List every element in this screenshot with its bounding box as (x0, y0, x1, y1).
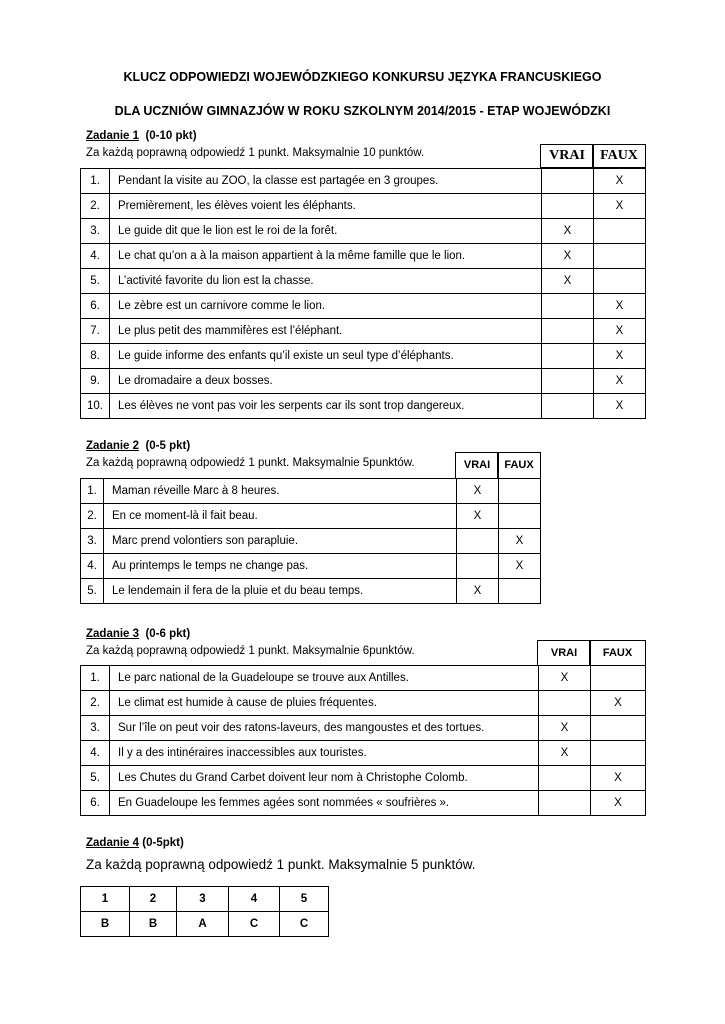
vrai-mark (542, 169, 594, 194)
task-2-faux-header: FAUX (497, 452, 541, 479)
faux-mark: X (594, 344, 646, 369)
row-number: 7. (81, 319, 110, 344)
row-number: 5. (81, 579, 104, 604)
faux-mark: X (594, 194, 646, 219)
faux-mark: X (594, 394, 646, 419)
vrai-mark: X (539, 716, 591, 741)
answer-cell: C (280, 912, 329, 937)
title-line-2: DLA UCZNIÓW GIMNAZJÓW W ROKU SZKOLNYM 2014/2015 - ETAP WOJEWÓDZKI (114, 104, 611, 118)
faux-mark: X (591, 691, 646, 716)
vrai-mark (542, 394, 594, 419)
task-1-faux-header: FAUX (592, 144, 646, 168)
statement-text: En Guadeloupe les femmes agées sont nommées « soufrières ». (110, 791, 539, 816)
table-row (81, 194, 646, 219)
question-number-cell: 3 (177, 887, 229, 912)
faux-mark: X (499, 554, 541, 579)
task-1-heading (86, 130, 197, 142)
statement-text: Pendant la visite au ZOO, la classe est partagée en 3 groupes. (110, 169, 542, 194)
task-3-faux-header: FAUX (589, 640, 646, 666)
vrai-mark: X (457, 479, 499, 504)
table-row (81, 887, 329, 912)
faux-mark (591, 666, 646, 691)
statement-text: En ce moment-là il fait beau. (104, 504, 457, 529)
row-number: 5. (81, 766, 110, 791)
statement-text: Au printemps le temps ne change pas. (104, 554, 457, 579)
faux-mark (499, 479, 541, 504)
table-row (81, 666, 646, 691)
task-3-label: Zadanie 3 (86, 628, 140, 640)
table-row (81, 394, 646, 419)
row-number: 3. (81, 219, 110, 244)
table-row (81, 766, 646, 791)
task-3-vrai-header: VRAI (537, 640, 591, 666)
task-2-table (80, 478, 541, 604)
title-line-1: KLUCZ ODPOWIEDZI WOJEWÓDZKIEGO KONKURSU JĘZYKA FRANCUSKIEGO (123, 70, 602, 84)
statement-text: Maman réveille Marc à 8 heures. (104, 479, 457, 504)
row-number: 4. (81, 244, 110, 269)
answer-cell: B (81, 912, 130, 937)
statement-text: Le chat qu’on a à la maison appartient à la même famille que le lion. (110, 244, 542, 269)
statement-text: Le climat est humide à cause de pluies fréquentes. (110, 691, 539, 716)
vrai-mark (542, 194, 594, 219)
faux-mark: X (594, 319, 646, 344)
task-2-description: Za każdą poprawną odpowiedź 1 punkt. Maksymalnie 5punktów. (86, 457, 415, 469)
statement-text: Marc prend volontiers son parapluie. (104, 529, 457, 554)
row-number: 1. (81, 666, 110, 691)
task-2-heading (86, 440, 190, 452)
task-3-points: (0-6 pkt) (145, 628, 191, 640)
table-row (81, 579, 541, 604)
statement-text: Les Chutes du Grand Carbet doivent leur nom à Christophe Colomb. (110, 766, 539, 791)
task-1-table (80, 168, 646, 419)
question-number-cell: 1 (81, 887, 130, 912)
statement-text: L’activité favorite du lion est la chasse. (110, 269, 542, 294)
task-1-vrai-header: VRAI (540, 144, 594, 168)
statement-text: Le guide dit que le lion est le roi de la forêt. (110, 219, 542, 244)
table-row (81, 169, 646, 194)
statement-text: Le zèbre est un carnivore comme le lion. (110, 294, 542, 319)
faux-mark (594, 244, 646, 269)
row-number: 2. (81, 691, 110, 716)
vrai-mark (542, 319, 594, 344)
vrai-mark (457, 529, 499, 554)
faux-mark: X (594, 169, 646, 194)
question-number-cell: 4 (229, 887, 280, 912)
row-number: 4. (81, 554, 104, 579)
faux-mark: X (594, 369, 646, 394)
table-row (81, 716, 646, 741)
vrai-mark: X (539, 666, 591, 691)
table-row (81, 504, 541, 529)
task-4-heading (86, 837, 184, 849)
row-number: 10. (81, 394, 110, 419)
vrai-mark: X (457, 504, 499, 529)
table-row (81, 344, 646, 369)
table-row (81, 529, 541, 554)
vrai-mark: X (457, 579, 499, 604)
task-2-points: (0-5 pkt) (145, 440, 191, 452)
table-row (81, 912, 329, 937)
row-number: 2. (81, 194, 110, 219)
answer-cell: B (130, 912, 177, 937)
statement-text: Le parc national de la Guadeloupe se trouve aux Antilles. (110, 666, 539, 691)
row-number: 1. (81, 479, 104, 504)
row-number: 6. (81, 294, 110, 319)
statement-text: Le guide informe des enfants qu’il existe un seul type d’éléphants. (110, 344, 542, 369)
vrai-mark (542, 369, 594, 394)
faux-mark (591, 741, 646, 766)
vrai-mark (539, 766, 591, 791)
vrai-mark (539, 791, 591, 816)
vrai-mark: X (542, 269, 594, 294)
task-4-description: Za każdą poprawną odpowiedź 1 punkt. Maksymalnie 5 punktów. (86, 857, 476, 872)
faux-mark: X (594, 294, 646, 319)
task-1-description: Za każdą poprawną odpowiedź 1 punkt. Maksymalnie 10 punktów. (86, 147, 425, 159)
vrai-mark (457, 554, 499, 579)
table-row (81, 294, 646, 319)
table-row (81, 244, 646, 269)
vrai-mark (542, 294, 594, 319)
task-2-label: Zadanie 2 (86, 440, 140, 452)
vrai-mark: X (539, 741, 591, 766)
faux-mark: X (499, 529, 541, 554)
task-3-heading (86, 628, 190, 640)
statement-text: Les élèves ne vont pas voir les serpents car ils sont trop dangereux. (110, 394, 542, 419)
row-number: 3. (81, 529, 104, 554)
table-row (81, 691, 646, 716)
vrai-mark (539, 691, 591, 716)
faux-mark (499, 504, 541, 529)
faux-mark (594, 219, 646, 244)
vrai-mark (542, 344, 594, 369)
task-3-description: Za każdą poprawną odpowiedź 1 punkt. Maksymalnie 6punktów. (86, 645, 415, 657)
row-number: 4. (81, 741, 110, 766)
row-number: 9. (81, 369, 110, 394)
question-number-cell: 2 (130, 887, 177, 912)
row-number: 1. (81, 169, 110, 194)
question-number-cell: 5 (280, 887, 329, 912)
table-row (81, 791, 646, 816)
table-row (81, 269, 646, 294)
faux-mark (591, 716, 646, 741)
row-number: 2. (81, 504, 104, 529)
task-4-table (80, 886, 329, 937)
statement-text: Sur l’île on peut voir des ratons-laveurs, des mangoustes et des tortues. (110, 716, 539, 741)
task-2-vrai-header: VRAI (455, 452, 499, 479)
table-row (81, 319, 646, 344)
row-number: 5. (81, 269, 110, 294)
answer-cell: A (177, 912, 229, 937)
statement-text: Le lendemain il fera de la pluie et du beau temps. (104, 579, 457, 604)
statement-text: Le plus petit des mammifères est l’éléphant. (110, 319, 542, 344)
faux-mark: X (591, 766, 646, 791)
task-4-points: (0-5pkt) (142, 837, 184, 849)
task-4-label: Zadanie 4 (86, 837, 140, 849)
statement-text: Le dromadaire a deux bosses. (110, 369, 542, 394)
statement-text: Il y a des intinéraires inaccessibles aux touristes. (110, 741, 539, 766)
faux-mark (499, 579, 541, 604)
task-1-label: Zadanie 1 (86, 130, 140, 142)
table-row (81, 554, 541, 579)
statement-text: Premièrement, les élèves voient les éléphants. (110, 194, 542, 219)
row-number: 3. (81, 716, 110, 741)
row-number: 6. (81, 791, 110, 816)
table-row (81, 369, 646, 394)
faux-mark: X (591, 791, 646, 816)
row-number: 8. (81, 344, 110, 369)
faux-mark (594, 269, 646, 294)
task-3-table (80, 665, 646, 816)
task-1-points: (0-10 pkt) (145, 130, 197, 142)
vrai-mark: X (542, 244, 594, 269)
vrai-mark: X (542, 219, 594, 244)
table-row (81, 479, 541, 504)
table-row (81, 741, 646, 766)
table-row (81, 219, 646, 244)
answer-cell: C (229, 912, 280, 937)
